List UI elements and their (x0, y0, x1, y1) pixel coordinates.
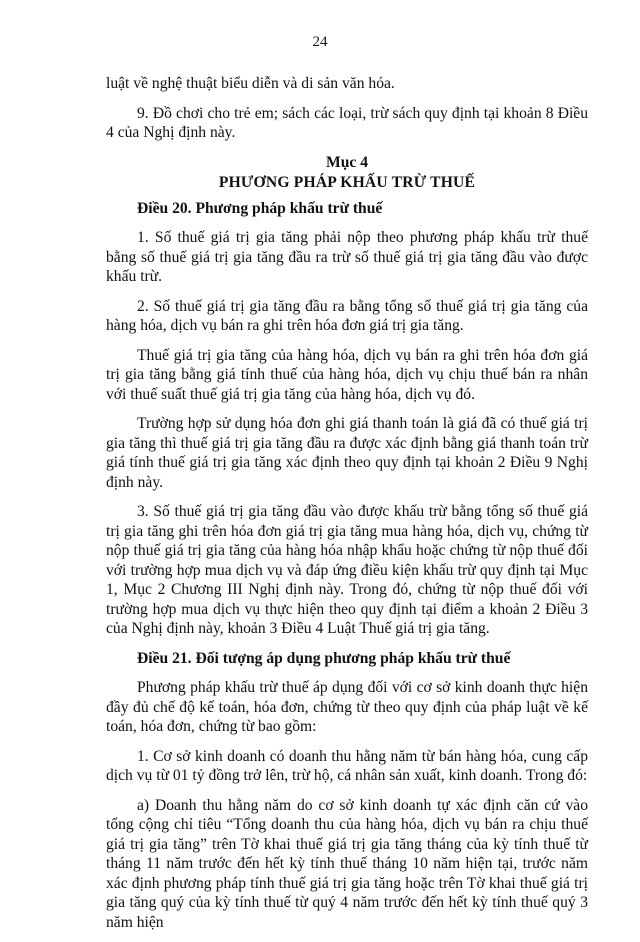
article-21-paragraph-3: a) Doanh thu hằng năm do cơ sở kinh doanh tự xác định căn cứ vào tổng cộng chỉ tiêu “Tổng doanh thu của hàng hóa, dịch vụ bán ra chịu thuế giá trị gia tăng” trên Tờ khai thuế giá trị gia tăng tháng của kỳ tính thuế từ tháng 11 năm trước đến hết kỳ tính thuế tháng 10 năm hiện tại, trước năm xác định phương pháp tính thuế giá trị gia tăng hoặc trên Tờ khai thuế giá trị gia tăng quý của kỳ tính thuế từ quý 4 năm trước đến hết kỳ tính thuế quý 3 năm hiện (106, 796, 588, 931)
article-20-title: Điều 20. Phương pháp khấu trừ thuế (137, 199, 383, 217)
document-body (106, 74, 588, 942)
article-20-paragraph-4: Trường hợp sử dụng hóa đơn ghi giá thanh toán là giá đã có thuế giá trị gia tăng thì thuế giá trị gia tăng đầu ra được xác định bằng giá thanh toán trừ giá tính thuế giá trị gia tăng xác định theo quy định tại khoản 2 Điều 9 Nghị định này. (106, 415, 588, 491)
article-20-paragraph-1: 1. Số thuế giá trị gia tăng phải nộp theo phương pháp khấu trừ thuế bằng số thuế giá trị gia tăng đầu ra trừ số thuế giá trị gia tăng đầu vào được khấu trừ. (106, 229, 588, 285)
article-21-paragraph-2: 1. Cơ sở kinh doanh có doanh thu hằng năm từ bán hàng hóa, cung cấp dịch vụ từ 01 tỷ đồng trở lên, trừ hộ, cá nhân sản xuất, kinh doanh. Trong đó: (106, 747, 588, 784)
article-21-paragraph-1: Phương pháp khấu trừ thuế áp dụng đối với cơ sở kinh doanh thực hiện đầy đủ chế độ kế toán, hóa đơn, chứng từ theo quy định của pháp luật về kế toán, hóa đơn, chứng từ bao gồm: (106, 679, 588, 735)
section-label: Mục 4 (325, 153, 368, 171)
page-number: 24 (312, 34, 328, 50)
article-21-title: Điều 21. Đối tượng áp dụng phương pháp khấu trừ thuế (137, 649, 511, 667)
article-20-paragraph-3: Thuế giá trị gia tăng của hàng hóa, dịch vụ bán ra ghi trên hóa đơn giá trị gia tăng bằng giá tính thuế của hàng hóa, dịch vụ chịu thuế bán ra nhân với thuế suất thuế giá trị gia tăng của hàng hóa, dịch vụ đó. (106, 346, 588, 403)
section-heading: PHƯƠNG PHÁP KHẤU TRỪ THUẾ (218, 173, 476, 191)
section-title (106, 153, 588, 193)
article-20-paragraph-2: 2. Số thuế giá trị gia tăng đầu ra bằng tổng số thuế giá trị gia tăng của hàng hóa, dịch vụ bán ra ghi trên hóa đơn giá trị gia tăng. (106, 297, 588, 334)
paragraph-item-9: 9. Đồ chơi cho trẻ em; sách các loại, trừ sách quy định tại khoản 8 Điều 4 của Nghị định này. (106, 104, 588, 141)
article-20-paragraph-5: 3. Số thuế giá trị gia tăng đầu vào được khấu trừ bằng tổng số thuế giá trị gia tăng ghi trên hóa đơn giá trị gia tăng mua hàng hóa, dịch vụ, chứng từ nộp thuế giá trị gia tăng của hàng hóa nhập khẩu hoặc chứng từ nộp thuế đối với trường hợp mua dịch vụ và đáp ứng điều kiện khấu trừ quy định tại Mục 1, Mục 2 Chương III Nghị định này. Trong đó, chứng từ nộp thuế đối với trường hợp mua dịch vụ thực hiện theo quy định tại điểm a khoản 2 Điều 3 của Nghị định này, khoản 3 Điều 4 Luật Thuế giá trị gia tăng. (106, 503, 588, 637)
paragraph-continuation: luật về nghệ thuật biểu diễn và di sản văn hóa. (106, 75, 395, 92)
